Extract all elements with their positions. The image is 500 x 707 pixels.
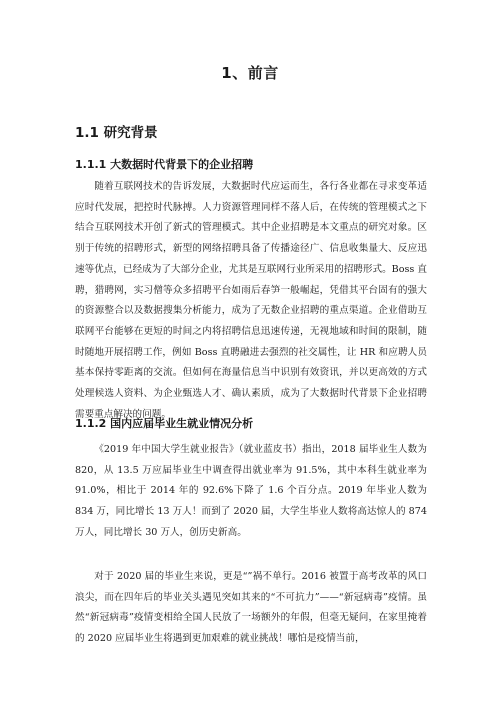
chapter-heading: 1、前言 (221, 64, 279, 82)
subsection-heading-graduate-employment: 1.1.2 国内应届毕业生就业情况分析 (75, 417, 254, 430)
section-heading: 1.1 研究背景 (75, 125, 158, 141)
subsection-heading-enterprise-recruitment: 1.1.1 大数据时代背景下的企业招聘 (75, 158, 254, 171)
paragraph-enterprise-recruitment: 随着互联网技术的告诉发展，大数据时代应运而生，各行各业都在寻求变革适应时代发展，把控时代脉搏。人力资源管理同样不落人后，在传统的管理模式之下结合互联网技术开创了新式的管理模式。其中企业招聘是本文重点的研究对象。区别于传统的招聘形式，新型的网络招聘具备了传播途径广、信息收集量大、反应迅速等优点，已经成为了大部分企业，尤其是互联网行业所采用的招聘形式。Boss 直聘，猎聘网，实习僧等众多招聘平台如雨后春笋一般崛起，凭借其平台固有的强大的资源整合以及数据搜集分析能力，成为了无数企业招聘的重点渠道。企业借助互联网平台能够在更短的时间之内将招聘信息迅速传递，无视地域和时间的限制，随时随地开展招聘工作，例如 Boss 直聘融进去强烈的社交属性，让 HR 和应聘人员基本保持零距离的交流。但如何在海量信息当中识别有效资讯，并以更高效的方式处理候选人资料、为企业甄选人才、确认素质，成为了大数据时代背景下企业招聘需要重点解决的问题。 (75, 181, 427, 420)
paragraph-employment-report: 《2019 年中国大学生就业报告》（就业蓝皮书）指出，2018 届毕业生人数为 820，从 13.5 万应届毕业生中调查得出就业率为 91.5%，其中本科生就业率为 91.0%，相比于 2014 年的 92.6%下降了 1.6 个百分点。2019 年毕业人数为 834 万，同比增长 13 万人！而到了 2020 届，大学生毕业人数将高达惊人的 874 万人，同比增长 30 万人，创历史新高。 (75, 444, 427, 538)
paragraph-2020-graduates: 对于 2020 届的毕业生来说，更是“”祸不单行。2016 被置于高考改革的风口浪尖，而在四年后的毕业关头遇见突如其来的“不可抗力”——“新冠病毒”疫情。虽然“新冠病毒”疫情变相给全国人民放了一场额外的年假，但毫无疑问，在家里掩着的 2020 应届毕业生将遇到更加艰难的就业挑战！哪怕是疫情当前， (75, 571, 427, 645)
